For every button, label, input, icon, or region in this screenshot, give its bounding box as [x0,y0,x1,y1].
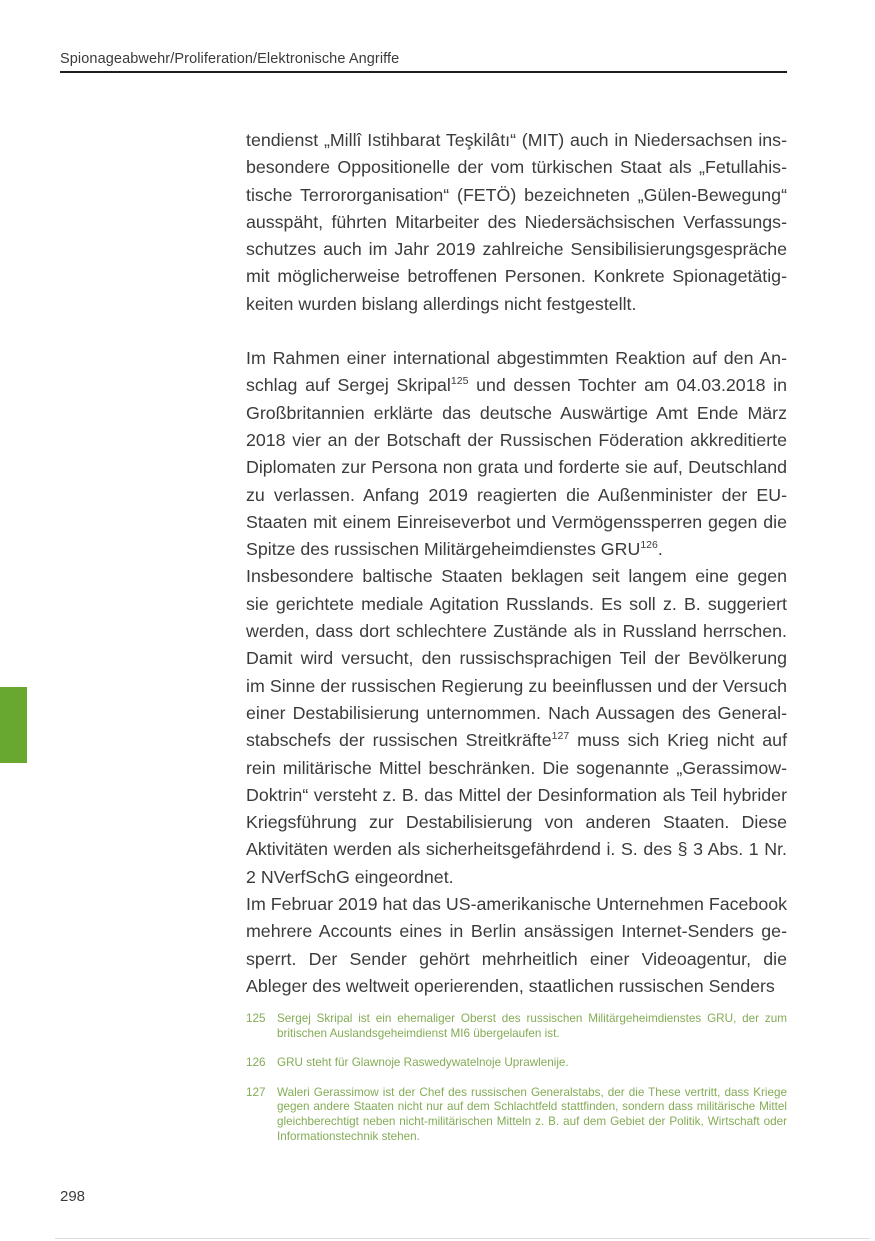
footnote-text: GRU steht für Glawnoje Raswedywatelnoje Uprawlenije. [277,1056,569,1070]
paragraph-1 [246,127,787,318]
paragraph-4 [246,891,787,1000]
footnote-text: Sergej Skripal ist ein ehemaliger Oberst des russischen Militärgeheimdienstes GRU, der zum britischen Auslandsgeheimdienst MI6 übergelaufen ist. [277,1012,787,1040]
footnote-ref-126: 126 [640,539,658,552]
paragraph-3-text: Insbesondere baltische Staaten beklagen seit langem eine gegen sie gerichtete mediale Agitation Russlands. Es soll z. B. suggeriert werden, dass dort schlechtere Zustände als in Russland herrschen. Damit wird versucht, den russischsprachigen Teil der Bevölkerung im Sinne der russischen Regierung zu beeinflussen und der Versuch einer Destabilisierung unternommen. Nach Aussagen des Generalstabschefs der russischen Streitkräfte [246,566,787,751]
footnote-ref-125: 125 [450,375,469,388]
footnote-126 [246,1056,787,1071]
paragraph-3 [246,563,787,891]
footnote-text: Waleri Gerassimow ist der Chef des russischen Generalstabs, der die These vertritt, dass Kriege gegen andere Staaten nicht nur auf dem Schlachtfeld stattfinden, sondern dass militärische Mittel gleichberechtigt neben nicht-militärischen Mitteln z. B. auf dem Gebiet der Politik, Wirtschaft oder Informationstechnik stehen. [277,1085,787,1143]
page-bottom-edge [55,1238,870,1239]
footnote-number: 127 [246,1085,266,1099]
paragraph-2-text: . [657,539,663,560]
footnotes-block [246,1012,787,1159]
header-rule [60,71,787,73]
footnote-number: 125 [246,1012,266,1025]
paragraph-3-text: muss sich Krieg nicht auf rein militärische Mittel beschränken. Die sogenannte „Gerassimow-Doktrin“ versteht z. B. das Mittel der Desinformation als Teil hybrider Kriegsführung zur Destabilisierung von anderen Staaten. Diese Aktivitäten werden als sicherheitsgefährdend i. S. des § 3 Abs. 1 Nr. 2 NVerfSchG eingeordnet. [246,730,788,887]
running-header: Spionageabwehr/Proliferation/Elektronische Angriffe [60,51,400,67]
footnote-125 [246,1012,787,1041]
chapter-thumb-tab [0,687,27,763]
footnote-127 [246,1086,787,1144]
footnote-ref-127: 127 [551,730,570,743]
paragraph-4-text: Im Februar 2019 hat das US-amerikanische Unternehmen Facebook mehrere Accounts eines in Berlin ansässigen Internet-Senders gesperrt. Der Sender gehört mehrheitlich einer Videoagentur, die Ableger des weltweit operierenden, staatlichen russischen Senders [246,894,787,996]
body-text-column [246,127,787,1000]
paragraph-1-text: tendienst „Millî Istihbarat Teşkilâtı“ (MIT) auch in Niedersachsen insbesondere Oppositionelle der vom türkischen Staat als „Fetullahistische Terrororganisation“ (FETÖ) bezeichneten „Gülen-Bewegung“ ausspäht, führten Mitarbeiter des Niedersächsischen Verfassungsschutzes auch im Jahr 2019 zahlreiche Sensibilisierungsgespräche mit möglicherweise betroffenen Personen. Konkrete Spionagetätigkeiten wurden bislang allerdings nicht festgestellt. [246,130,787,314]
paragraph-2-text: und dessen Tochter am 04.03.2018 in Großbritannien erklärte das deutsche Auswärtige Amt Ende März 2018 vier an der Botschaft der Russischen Föderation akkreditierte Diplomaten zur Persona non grata und forderte sie auf, Deutschland zu verlassen. Anfang 2019 reagierten die Außenminister der EU-Staaten mit einem Einreiseverbot und Vermögenssperren gegen die Spitze des russischen Militärgeheimdienstes GRU [246,375,787,560]
paragraph-2 [246,345,787,563]
page-number: 298 [60,1188,86,1205]
paragraph-2-text: Im Rahmen einer international abgestimmten Reaktion auf den Anschlag auf Sergej Skripal [246,348,787,396]
footnote-number: 126 [246,1056,266,1070]
